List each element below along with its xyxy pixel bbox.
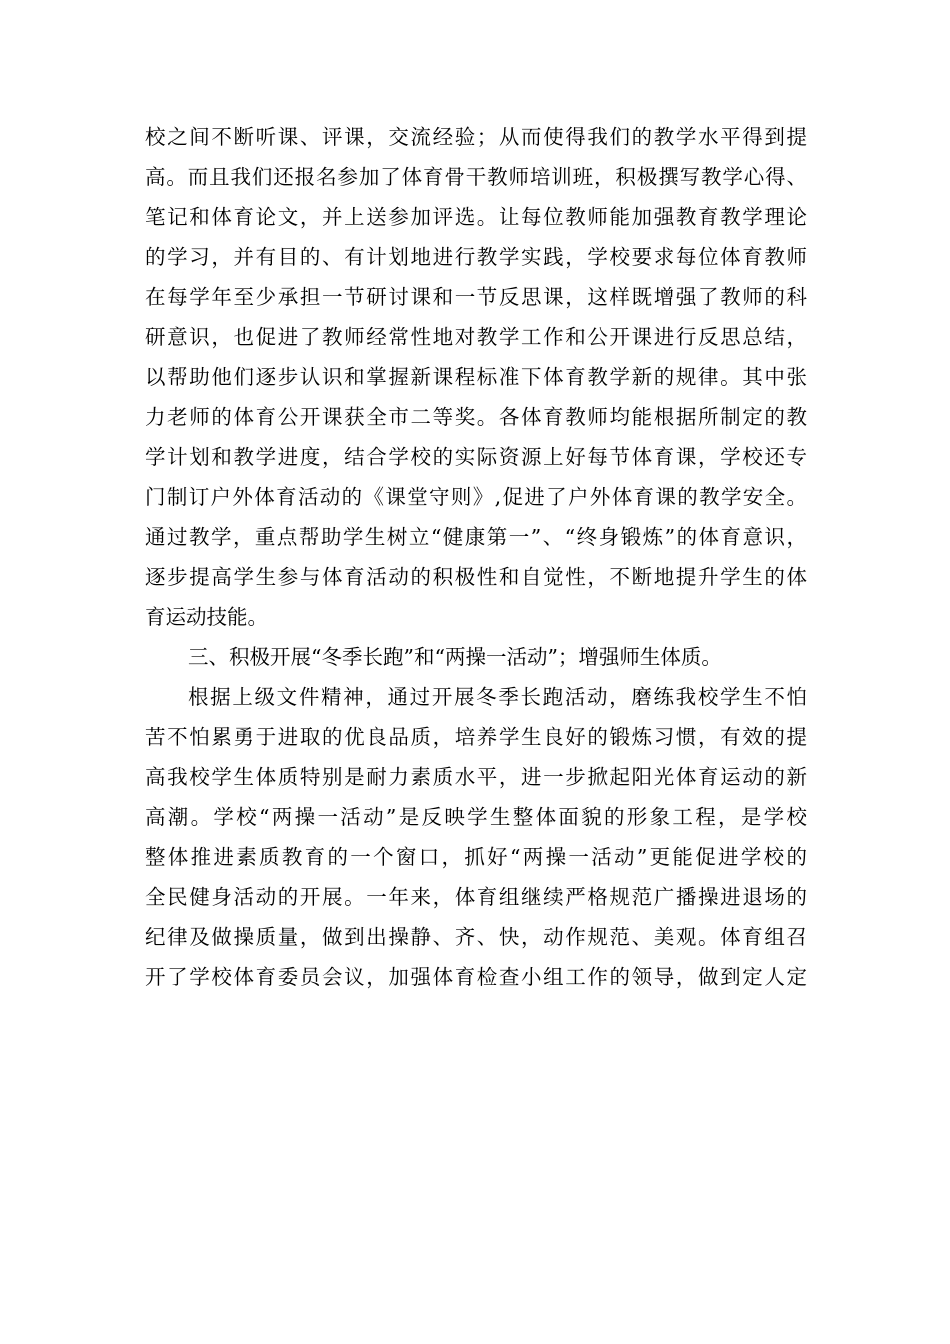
text-line: 在每学年至少承担一节研讨课和一节反思课，这样既增强了教师的科 bbox=[145, 285, 807, 309]
text-line: 校之间不断听课、评课，交流经验；从而使得我们的教学水平得到提 bbox=[145, 125, 807, 149]
paragraph-winter-running bbox=[145, 677, 807, 997]
text-line: 学计划和教学进度，结合学校的实际资源上好每节体育课，学校还专 bbox=[145, 445, 807, 469]
section-heading bbox=[145, 637, 807, 677]
text-line: 全民健身活动的开展。一年来，体育组继续严格规范广播操进退场的 bbox=[145, 885, 807, 909]
text-line: 逐步提高学生参与体育活动的积极性和自觉性，不断地提升学生的体 bbox=[145, 565, 807, 589]
text-line: 高我校学生体质特别是耐力素质水平，进一步掀起阳光体育运动的新 bbox=[145, 765, 807, 789]
text-line: 纪律及做操质量，做到出操静、齐、快，动作规范、美观。体育组召 bbox=[145, 925, 807, 949]
text-line: 通过教学，重点帮助学生树立“健康第一”、“终身锻炼”的体育意识， bbox=[145, 525, 807, 549]
text-line: 整体推进素质教育的一个窗口，抓好“两操一活动”更能促进学校的 bbox=[145, 845, 807, 869]
text-line: 育运动技能。 bbox=[145, 605, 268, 629]
text-line: 根据上级文件精神，通过开展冬季长跑活动，磨练我校学生不怕 bbox=[188, 685, 807, 709]
text-line: 门制订户外体育活动的《课堂守则》,促进了户外体育课的教学安全。 bbox=[145, 485, 807, 509]
body-text bbox=[145, 117, 807, 997]
text-line: 苦不怕累勇于进取的优良品质，培养学生良好的锻炼习惯，有效的提 bbox=[145, 725, 807, 749]
text-line: 研意识，也促进了教师经常性地对教学工作和公开课进行反思总结， bbox=[145, 325, 807, 349]
paragraph-teaching bbox=[145, 117, 807, 637]
text-line: 力老师的体育公开课获全市二等奖。各体育教师均能根据所制定的教 bbox=[145, 405, 807, 429]
text-line: 高潮。学校“两操一活动”是反映学生整体面貌的形象工程，是学校 bbox=[145, 805, 807, 829]
text-line: 以帮助他们逐步认识和掌握新课程标准下体育教学新的规律。其中张 bbox=[145, 365, 807, 389]
heading-line: 三、积极开展“冬季长跑”和“两操一活动”；增强师生体质。 bbox=[188, 645, 722, 669]
text-line: 高。而且我们还报名参加了体育骨干教师培训班，积极撰写教学心得、 bbox=[145, 165, 807, 189]
text-line: 的学习，并有目的、有计划地进行教学实践，学校要求每位体育教师 bbox=[145, 245, 807, 269]
text-line: 笔记和体育论文，并上送参加评选。让每位教师能加强教育教学理论 bbox=[145, 205, 807, 229]
text-line: 开了学校体育委员会议，加强体育检查小组工作的领导，做到定人定 bbox=[145, 965, 807, 989]
